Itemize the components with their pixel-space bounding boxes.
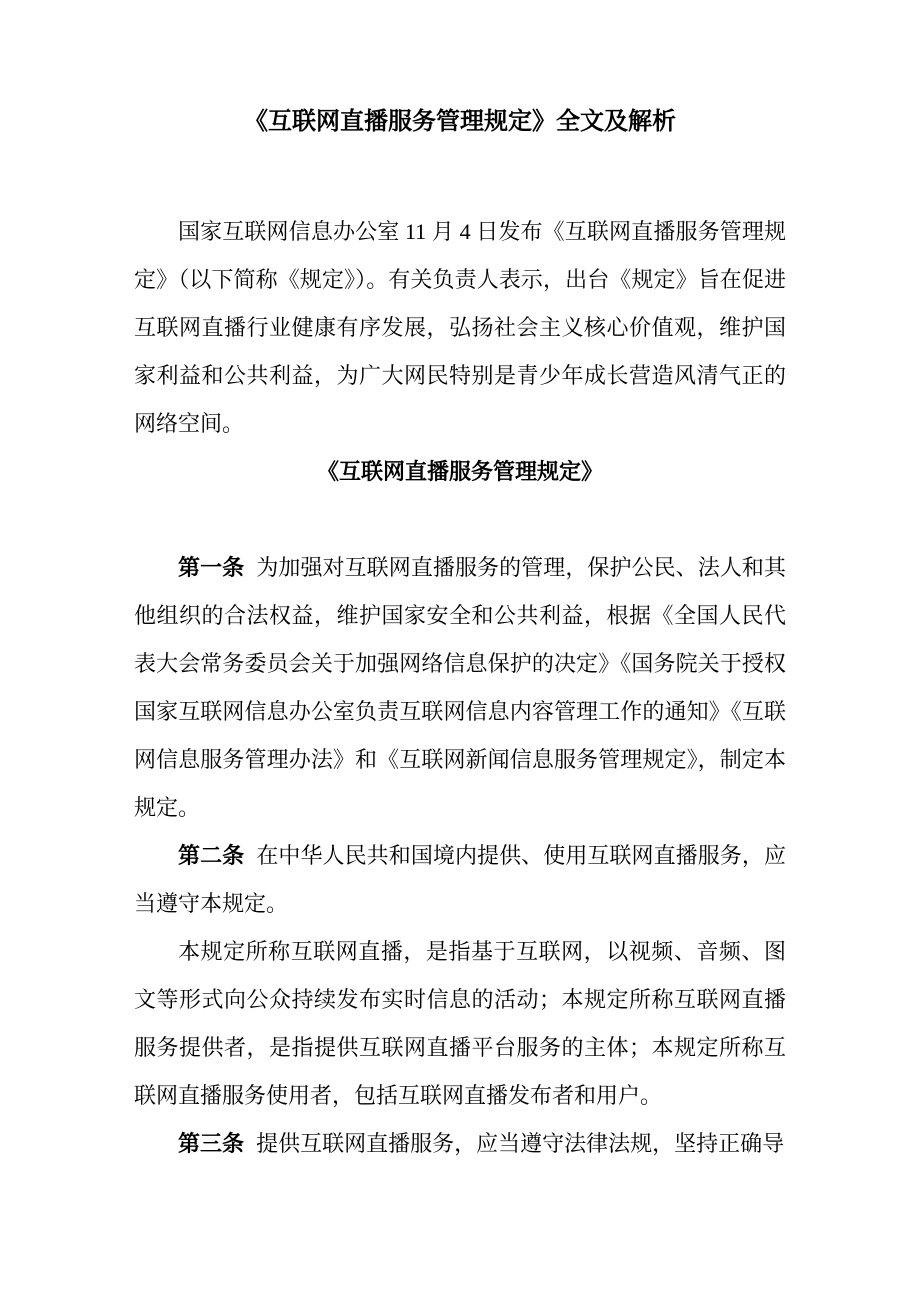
article-2-number: 第二条 [178, 843, 245, 868]
intro-paragraph: 国家互联网信息办公室 11 月 4 日发布《互联网直播服务管理规定》（以下简称《规定》）。有关负责人表示，出台《规定》旨在促进互联网直播行业健康有序发展，弘扬社会主义核心价值观，维护国家利益和公共利益，为广大网民特别是青少年成长营造风清气正的网络空间。 [134, 219, 786, 436]
definitions-paragraph: 本规定所称互联网直播，是指基于互联网，以视频、音频、图文等形式向公众持续发布实时信息的活动；本规定所称互联网直播服务提供者，是指提供互联网直播平台服务的主体；本规定所称互联网直播服务使用者，包括互联网直播发布者和用户。 [134, 939, 786, 1108]
section-heading: 《互联网直播服务管理规定》 [316, 459, 603, 484]
article-1-text: 为加强对互联网直播服务的管理，保护公民、法人和其他组织的合法权益，维护国家安全和公共利益，根据《全国人民代表大会常务委员会关于加强网络信息保护的决定》《国务院关于授权国家互联网信息办公室负责互联网信息内容管理工作的通知》《互联网信息服务管理办法》和《互联网新闻信息服务管理规定》，制定本规定。 [134, 555, 786, 820]
article-1-paragraph [134, 544, 786, 832]
article-3-number: 第三条 [178, 1131, 245, 1156]
article-2-text: 在中华人民共和国境内提供、使用互联网直播服务，应当遵守本规定。 [134, 843, 786, 916]
article-3-text: 提供互联网直播服务，应当遵守法律法规，坚持正确导 [256, 1131, 785, 1156]
document-title: 《互联网直播服务管理规定》全文及解析 [244, 109, 676, 135]
article-2-paragraph [134, 832, 786, 928]
article-3-paragraph [134, 1120, 786, 1168]
article-1-number: 第一条 [178, 555, 245, 580]
